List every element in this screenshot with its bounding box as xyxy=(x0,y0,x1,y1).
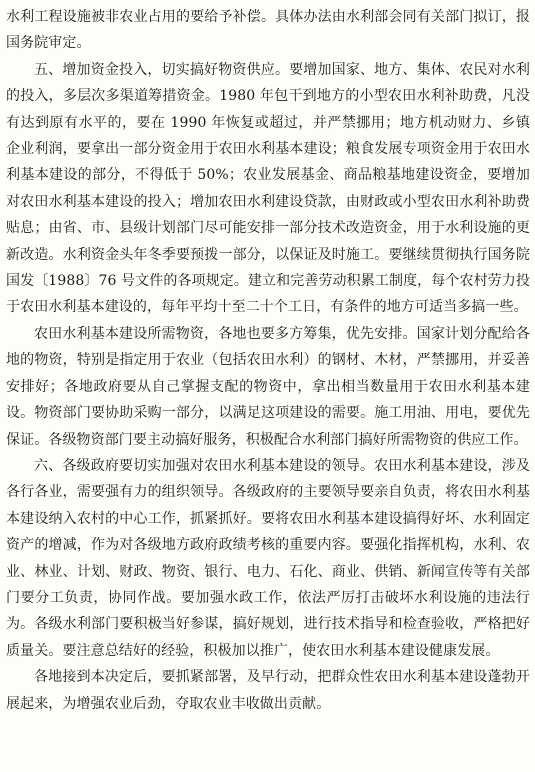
paragraph-section-five: 五、增加资金投入，切实搞好物资供应。要增加国家、地方、集体、农民对水利的投入，多层次多渠道筹措资金。1980 年包干到地方的小型农田水利补助费，凡没有达到原有水平的，要在 1990 年恢复或超过，并严禁挪用；地方机动财力、乡镇企业利润，要拿出一部分资金用于农田水利基本建设；粮食发展专项资金用于农田水利基本建设的部分，不得低于 50%；农业发展基金、商品粮基地建设资金，要增加对农田水利基本建设的投入；增加农田水利建设贷款，由财政或小型农田水利补助费贴息；由省、市、县级计划部门尽可能安排一部分技术改造资金，用于水利设施的更新改造。水利资金头年冬季要预拨一部分，以保证及时施工。要继续贯彻执行国务院国发〔1988〕76 号文件的各项规定。建立和完善劳动积累工制度，每个农村劳力投于农田水利基本建设的，每年平均十至二十个工日，有条件的地方可适当多搞一些。 xyxy=(6,61,530,316)
paragraph-closing: 各地接到本决定后，要抓紧部署，及早行动，把群众性农田水利基本建设蓬勃开展起来，为增强农业后劲，夺取农业丰收做出贡献。 xyxy=(6,669,530,712)
paragraph-section-six: 六、各级政府要切实加强对农田水利基本建设的领导。农田水利基本建设，涉及各行各业，需要强有力的组织领导。各级政府的主要领导要亲自负责，将农田水利基本建设纳入农村的中心工作，抓紧抓好。要将农田水利基本建设搞得好坏、水利固定资产的增减，作为对各级地方政府政绩考核的重要内容。要强化指挥机构，水利、农业、林业、计划、财政、物资、银行、电力、石化、商业、供销、新闻宣传等有关部门要分工负责，协同作战。要加强水政工作，依法严厉打击破坏水利设施的违法行为。各级水利部门要积极当好参谋，搞好规划，进行技术指导和检查验收，严格把好质量关。要注意总结好的经验，积极加以推广，使农田水利基本建设健康发展。 xyxy=(6,457,530,659)
document-body xyxy=(6,4,530,717)
paragraph-materials: 农田水利基本建设所需物资，各地也要多方筹集，优先安排。国家计划分配给各地的物资，特别是指定用于农业（包括农田水利）的钢材、木材，严禁挪用，并妥善安排好；各地政府要从自己掌握支配的物资中，拿出相当数量用于农田水利基本建设。物资部门要协助采购一部分，以满足这项建设的需要。施工用油、用电，要优先保证。各级物资部门要主动搞好服务，积极配合水利部门搞好所需物资的供应工作。 xyxy=(6,325,530,448)
paragraph-continuation: 水利工程设施被非农业占用的要给予补偿。具体办法由水利部会同有关部门拟订，报国务院审定。 xyxy=(6,9,530,52)
